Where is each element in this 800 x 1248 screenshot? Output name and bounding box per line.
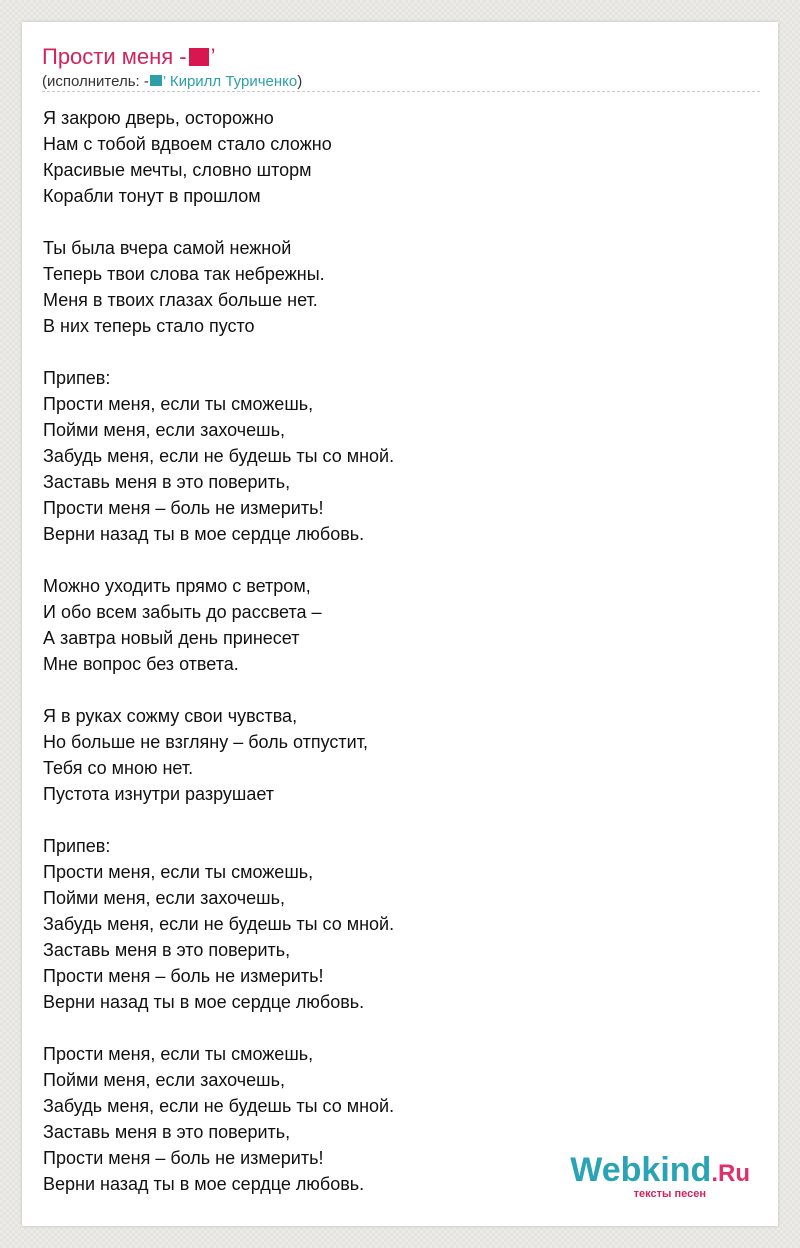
logo-main-text: Webkind bbox=[570, 1151, 712, 1189]
logo-tagline: тексты песен bbox=[633, 1188, 706, 1200]
lyric-line: Прости меня, если ты сможешь, bbox=[43, 862, 314, 882]
logo-tld: .Ru bbox=[711, 1160, 750, 1187]
song-title-tail: ’ bbox=[210, 44, 216, 69]
logo-wordmark bbox=[570, 1153, 750, 1191]
lyric-line: Заставь меня в это поверить, bbox=[43, 940, 291, 960]
lyric-line: Прости меня – боль не измерить! bbox=[43, 498, 324, 518]
broken-glyph-icon bbox=[150, 75, 162, 86]
lyric-line: И обо всем забыть до рассвета – bbox=[43, 602, 322, 622]
stanza-break bbox=[43, 209, 743, 235]
lyric-line: Тебя со мною нет. bbox=[43, 758, 194, 778]
lyric-line: Теперь твои слова так небрежны. bbox=[43, 264, 325, 284]
lyric-line: Я в руках сожму свои чувства, bbox=[43, 706, 298, 726]
lyric-line: Прости меня, если ты сможешь, bbox=[43, 394, 314, 414]
lyric-line: Красивые мечты, словно шторм bbox=[43, 160, 312, 180]
lyric-line: Прости меня – боль не измерить! bbox=[43, 966, 324, 986]
stanza-break bbox=[43, 339, 743, 365]
lyric-line: Но больше не взгляну – боль отпустит, bbox=[43, 732, 368, 752]
lyric-line: Заставь меня в это поверить, bbox=[43, 1122, 291, 1142]
lyric-line: Верни назад ты в мое сердце любовь. bbox=[43, 992, 365, 1012]
lyric-line: Пойми меня, если захочешь, bbox=[43, 888, 285, 908]
stanza-break bbox=[43, 807, 743, 833]
lyric-line: Верни назад ты в мое сердце любовь. bbox=[43, 1174, 365, 1194]
artist-prefix: (исполнитель: - bbox=[42, 73, 149, 90]
lyrics-card bbox=[22, 22, 778, 1226]
lyric-line: Пустота изнутри разрушает bbox=[43, 784, 274, 804]
lyric-line: Верни назад ты в мое сердце любовь. bbox=[43, 524, 365, 544]
lyric-line: Заставь меня в это поверить, bbox=[43, 472, 291, 492]
lyric-line: Ты была вчера самой нежной bbox=[43, 238, 292, 258]
stanza-break bbox=[43, 547, 743, 573]
song-title-text: Прости меня - bbox=[42, 44, 187, 69]
stanza-break bbox=[43, 1015, 743, 1041]
lyric-line: Прости меня – боль не измерить! bbox=[43, 1148, 324, 1168]
broken-glyph-icon bbox=[189, 48, 209, 66]
site-logo[interactable] bbox=[570, 1153, 750, 1200]
lyric-line: А завтра новый день принесет bbox=[43, 628, 300, 648]
song-title bbox=[42, 44, 216, 70]
lyric-line: В них теперь стало пусто bbox=[43, 316, 255, 336]
stanza-break bbox=[43, 677, 743, 703]
artist-suffix: ) bbox=[297, 73, 303, 90]
lyric-line: Припев: bbox=[43, 368, 111, 388]
lyric-line: Забудь меня, если не будешь ты со мной. bbox=[43, 1096, 395, 1116]
lyric-line: Я закрою дверь, осторожно bbox=[43, 108, 274, 128]
lyric-line: Корабли тонут в прошлом bbox=[43, 186, 261, 206]
lyric-line: Меня в твоих глазах больше нет. bbox=[43, 290, 318, 310]
lyric-line: Забудь меня, если не будешь ты со мной. bbox=[43, 914, 395, 934]
lyric-line: Мне вопрос без ответа. bbox=[43, 654, 239, 674]
lyric-line: Припев: bbox=[43, 836, 111, 856]
artist-line bbox=[42, 72, 302, 92]
lyric-line: Пойми меня, если захочешь, bbox=[43, 420, 285, 440]
lyric-line: Прости меня, если ты сможешь, bbox=[43, 1044, 314, 1064]
artist-mid: ’ bbox=[162, 73, 166, 90]
header-divider bbox=[42, 91, 760, 92]
lyric-line: Пойми меня, если захочешь, bbox=[43, 1070, 285, 1090]
lyric-line: Нам с тобой вдвоем стало сложно bbox=[43, 134, 332, 154]
lyrics-body bbox=[43, 105, 743, 1197]
lyric-line: Забудь меня, если не будешь ты со мной. bbox=[43, 446, 395, 466]
lyric-line: Можно уходить прямо с ветром, bbox=[43, 576, 311, 596]
artist-link[interactable]: Кирилл Туриченко bbox=[169, 73, 298, 90]
